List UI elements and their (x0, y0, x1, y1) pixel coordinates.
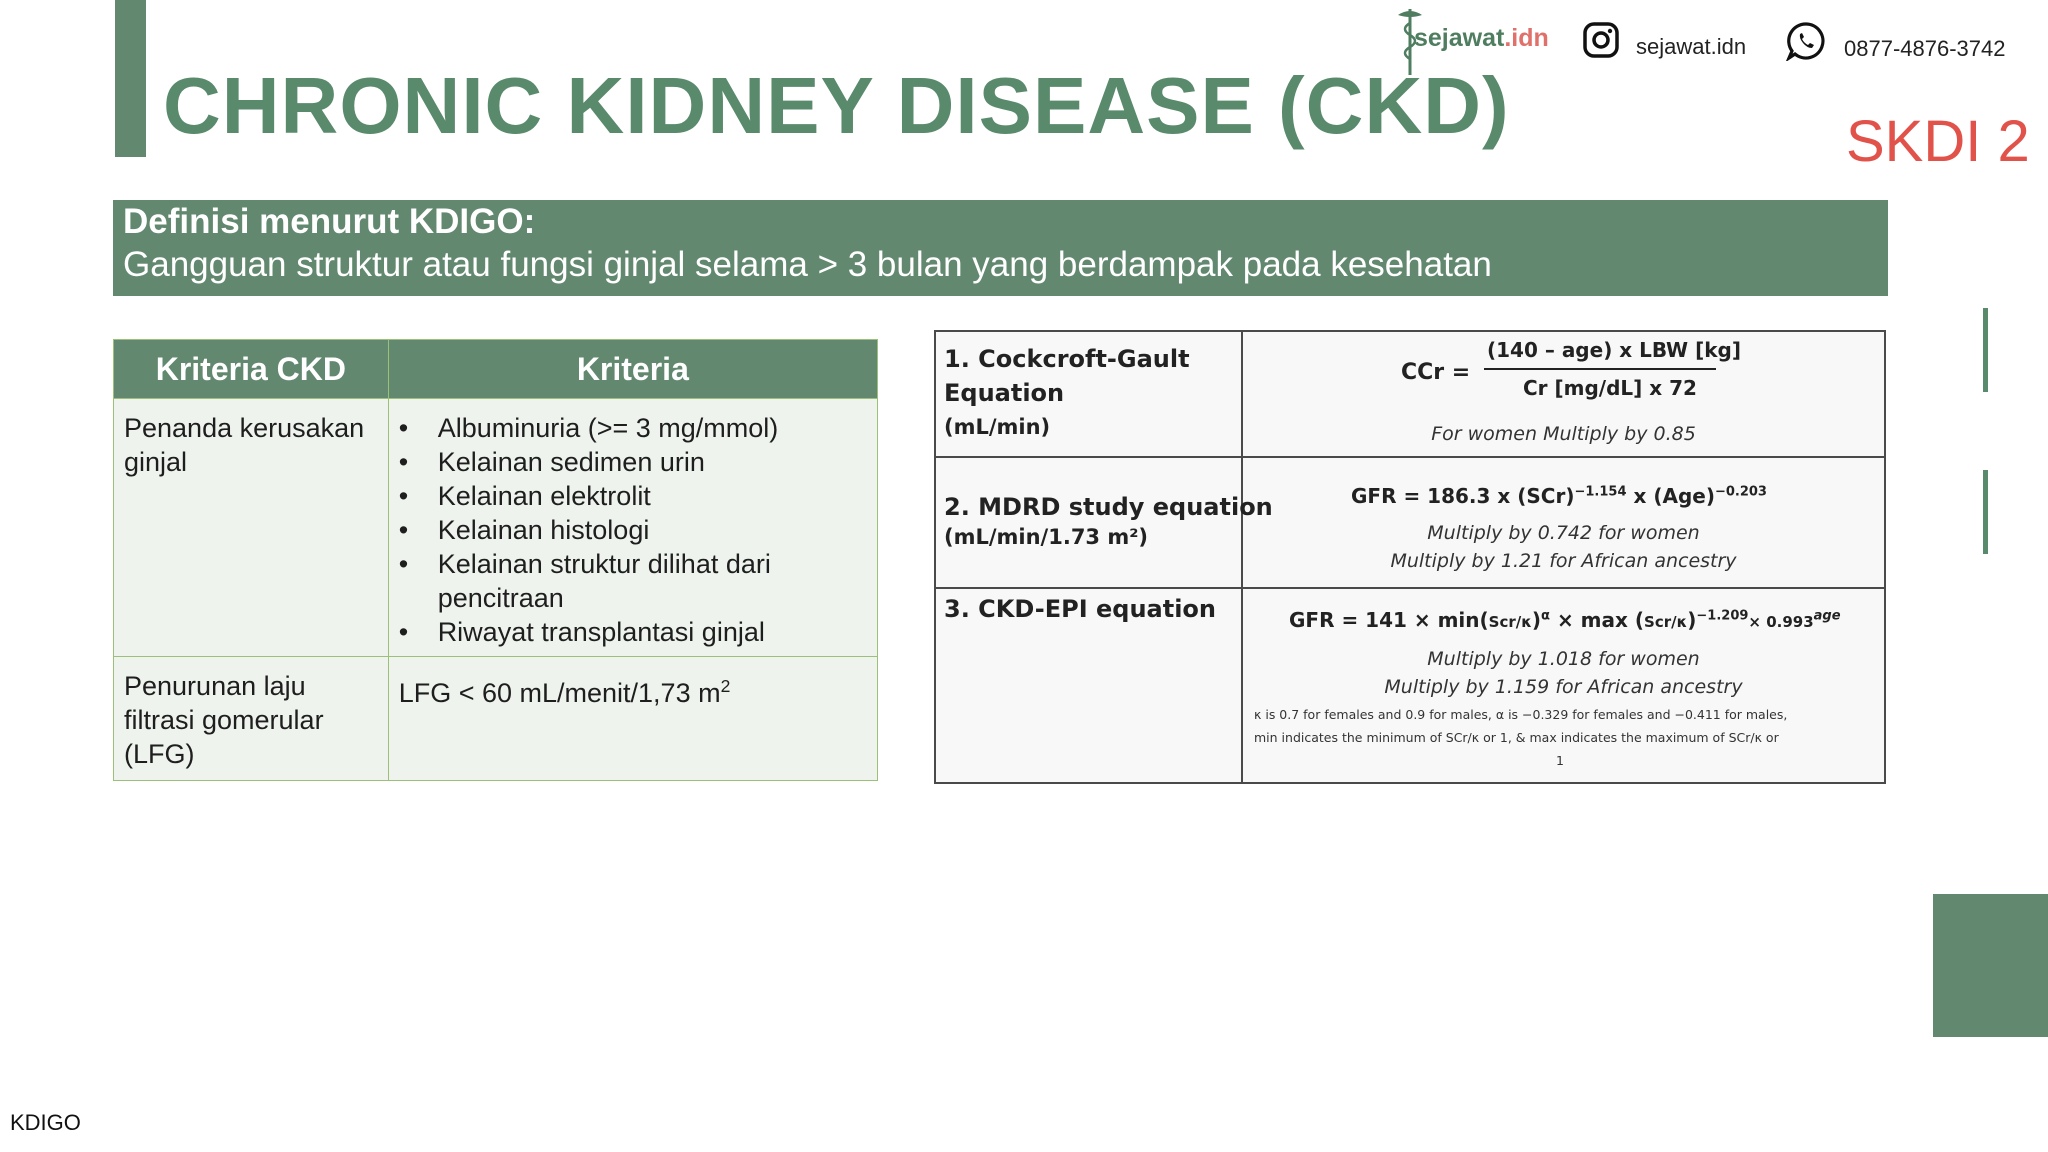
skdi-level-badge: SKDI 2 (1846, 109, 2030, 174)
decorative-corner-block (1933, 894, 2048, 1037)
ccr-denominator: Cr [mg/dL] x 72 (1523, 376, 1697, 400)
logo-wordmark (1414, 24, 1549, 53)
ckdepi-footnote-line: κ is 0.7 for females and 0.9 for males, α is −0.329 for females and −0.411 for males, (1254, 707, 1788, 722)
row-label-gfr-decline: Penurunan laju filtrasi gomerular (LFG) (114, 657, 389, 781)
gfr-formula-figure (934, 330, 1886, 784)
list-item: • Albuminuria (>= 3 mg/mmol) (399, 411, 867, 445)
ckdepi-ratio: Scr/κ (1488, 613, 1532, 631)
kidney-damage-markers (388, 399, 877, 657)
list-item: • Kelainan sedimen urin (399, 445, 867, 479)
instagram-icon (1582, 21, 1620, 59)
mdrd-title: 2. MDRD study equation (944, 493, 1273, 521)
ckdepi-note-african: Multiply by 1.159 for African ancestry (1384, 676, 1743, 698)
cockcroft-gault-title: 1. Cockcroft-Gault Equation (944, 345, 1190, 407)
definition-heading: Definisi menurut KDIGO: (123, 202, 536, 241)
table-row (114, 657, 878, 781)
formula-row-divider (936, 456, 1884, 458)
table-row (114, 399, 878, 657)
list-item: • Riwayat transplantasi ginjal (399, 615, 867, 649)
ckdepi-name: 3. CKD-EPI equation (944, 595, 1216, 623)
ckdepi-formula-part: × max ( (1556, 608, 1645, 632)
gfr-threshold (388, 657, 877, 781)
gfr-threshold-superscript: 2 (720, 676, 731, 696)
mdrd-exponent: −0.203 (1714, 484, 1767, 500)
table-header-row (114, 340, 878, 399)
list-item: • Kelainan elektrolit (399, 479, 867, 513)
cockcroft-note: For women Multiply by 0.85 (1431, 423, 1696, 445)
decorative-line (1983, 470, 1988, 554)
column-header-criteria-ckd: Kriteria CKD (114, 340, 389, 399)
ckdepi-note-women: Multiply by 1.018 for women (1427, 648, 1700, 670)
ckdepi-ratio: Scr/κ (1644, 613, 1688, 631)
ckdepi-formula: GFR = $141 \times \min(Scr/\kappa)^\alpha \times \max (Scr/\kappa)^{-1.209}\times 0.993^{age}$ (1289, 608, 1841, 632)
whatsapp-icon (1786, 21, 1826, 61)
ccr-lhs: CCr = (1401, 360, 1471, 385)
instagram-handle: sejawat.idn (1636, 34, 1747, 59)
slide-title: CHRONIC KIDNEY DISEASE (CKD) (163, 61, 1510, 150)
decorative-line (1983, 308, 1988, 392)
marker-list (399, 411, 867, 649)
ccr-numerator: (140 – age) x LBW [kg] (1487, 338, 1741, 362)
gfr-threshold-text: LFG < 60 mL/menit/1,73 m (398, 678, 721, 708)
ckdepi-formula-part: GFR = 141 × min( (1289, 608, 1489, 632)
mdrd-name (944, 490, 1273, 550)
list-item: • Kelainan histologi (399, 513, 867, 547)
whatsapp-number: 0877-4876-3742 (1844, 36, 2006, 61)
source-citation: KDIGO (10, 1110, 81, 1135)
ckdepi-footnote-line: min indicates the minimum of SCr/κ or 1, & max indicates the maximum of SCr/κ or (1254, 730, 1779, 745)
title-accent-bar (115, 0, 146, 157)
mdrd-note-women: Multiply by 0.742 for women (1427, 522, 1700, 544)
ckdepi-exponent: age (1813, 608, 1841, 624)
logo-name: sejawat (1414, 24, 1505, 52)
fraction-bar (1484, 368, 1716, 370)
formula-row-divider (936, 587, 1884, 589)
mdrd-unit: (mL/min/1.73 m²) (944, 525, 1149, 549)
mdrd-formula-part: GFR = 186.3 x (SCr) (1351, 484, 1575, 508)
row-label-kidney-damage: Penanda kerusakan ginjal (114, 399, 389, 657)
column-header-criteria: Kriteria (388, 340, 877, 399)
ckdepi-footnote-line: 1 (1556, 753, 1564, 768)
mdrd-exponent: −1.154 (1574, 484, 1627, 500)
mdrd-formula-part: x (Age) (1626, 484, 1715, 508)
ckdepi-exponent: α (1541, 608, 1550, 624)
cockcroft-gault-unit: (mL/min) (944, 415, 1051, 439)
definition-box (113, 200, 1888, 296)
cockcroft-gault-name (944, 342, 1234, 444)
criteria-table (113, 339, 878, 781)
ckdepi-exponent: −1.209 (1696, 608, 1749, 624)
mdrd-formula (1351, 484, 1767, 508)
definition-text: Gangguan struktur atau fungsi ginjal selama > 3 bulan yang berdampak pada kesehatan (123, 245, 1492, 284)
list-item: • Kelainan struktur dilihat dari pencitraan (399, 547, 867, 615)
mdrd-note-african: Multiply by 1.21 for African ancestry (1390, 550, 1737, 572)
ckdepi-formula-part: × 0.993 (1748, 613, 1814, 631)
logo-suffix: .idn (1504, 24, 1549, 52)
